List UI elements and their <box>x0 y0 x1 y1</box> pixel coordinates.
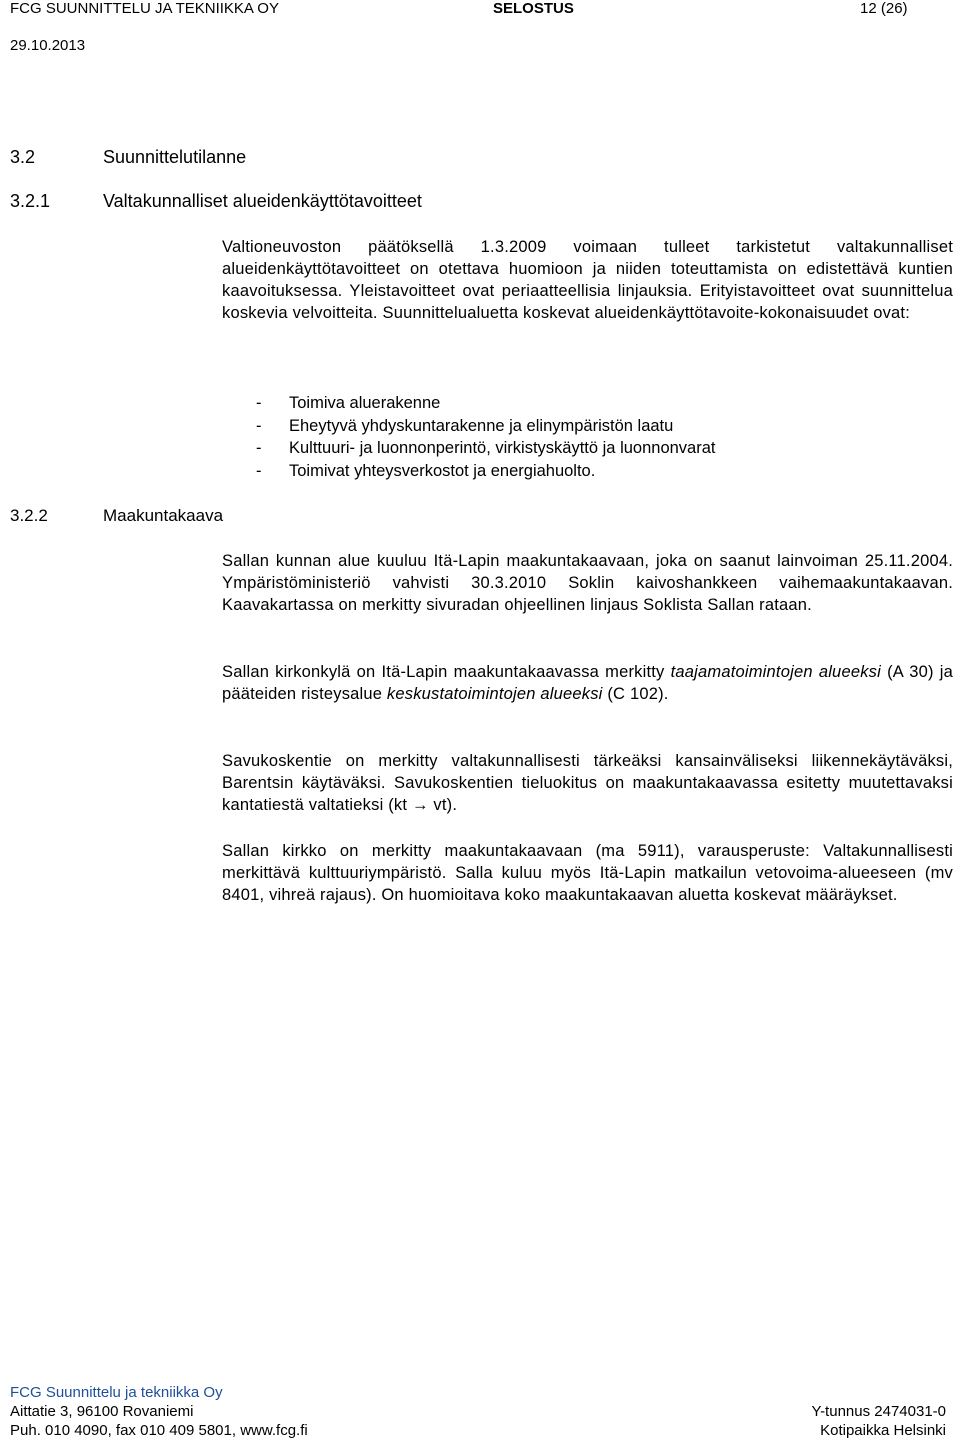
section-number: 3.2.2 <box>10 506 48 525</box>
section-3-2-2-heading <box>10 505 610 527</box>
list-item: - Kulttuuri- ja luonnonperintö, virkistyskäyttö ja luonnonvarat <box>256 439 716 457</box>
list-item: - Eheytyvä yhdyskuntarakenne ja elinympäristön laatu <box>256 416 674 435</box>
list-item: - Toimiva aluerakenne <box>256 394 441 412</box>
valtakunnalliset-paragraph: Valtioneuvoston päätöksellä 1.3.2009 voimaan tulleet tarkistetut valtakunnalliset alueidenkäyttötavoitteet on otettava huomioon ja niiden toteuttamista on edistettävä kuntien kaavoituksessa. Yleistavoitteet ovat periaatteellisia linjauksia. Erityistavoitteet ovat suunnittelua koskevia velvoitteita. Suunnittelualuetta koskevat alueidenkäyttötavoite-kokonaisuudet ovat: <box>222 238 953 322</box>
maakuntakaava-paragraph-1: Sallan kunnan alue kuuluu Itä-Lapin maakuntakaavaan, joka on saanut lainvoiman 25.11.2004. Ympäristöministeriö vahvisti 30.3.2010 Soklin kaivoshankkeen vaihemaakuntakaavan. Kaavakartassa on merkitty sivuradan ohjeellinen linjaus Soklista Sallan rataan. <box>222 552 953 614</box>
footer-right <box>811 1402 946 1440</box>
footer-domicile: Kotipaikka Helsinki <box>820 1422 946 1439</box>
header-page-number: 12 (26) <box>860 0 908 17</box>
list-item: - Toimivat yhteysverkostot ja energiahuolto. <box>256 461 596 480</box>
footer-business-id: Y-tunnus 2474031-0 <box>811 1403 946 1420</box>
section-3-2-heading <box>10 146 610 168</box>
section-title: Suunnittelutilanne <box>103 147 247 167</box>
emphasis: keskustatoimintojen alueeksi <box>386 685 603 703</box>
section-3-2-1-heading <box>10 190 610 212</box>
emphasis: taajamatoimintojen alueeksi <box>670 663 881 681</box>
alueidenkaytto-list <box>256 392 956 482</box>
section-title: Valtakunnalliset alueidenkäyttötavoitteet <box>103 191 422 211</box>
maakuntakaava-paragraph-4: Sallan kirkko on merkitty maakuntakaavaan (ma 5911), varausperuste: Valtakunnallisesti merkittävä kulttuuriympäristö. Salla kuluu myös Itä-Lapin matkailun vetovoima-alueeseen (mv 8401, vihreä rajaus). On huomioitava koko maakuntakaavan aluetta koskevat määräykset. <box>222 842 953 904</box>
footer-company: FCG Suunnittelu ja tekniikka Oy <box>10 1384 223 1401</box>
maakuntakaava-paragraph-2: Sallan kirkonkylä on Itä-Lapin maakuntakaavassa merkitty taajamatoimintojen alueeksi (A 30) ja pääteiden risteysalue keskustatoimintojen alueeksi (C 102). <box>222 663 953 703</box>
section-number: 3.2 <box>10 147 36 167</box>
maakuntakaava-paragraph-3: Savukoskentie on merkitty valtakunnallisesti tärkeäksi kansainväliseksi liikennekäytäväksi, Barentsin käytäväksi. Savukoskentien tieluokitus on maakuntakaavassa esitetty muutettavaksi kantatiestä valtatieksi (kt → vt). <box>222 752 953 814</box>
section-number: 3.2.1 <box>10 191 51 211</box>
header-document-type: SELOSTUS <box>493 0 574 17</box>
arrow-right-icon: → <box>411 796 429 814</box>
footer-contact: Puh. 010 4090, fax 010 409 5801, www.fcg.fi <box>10 1422 308 1439</box>
footer-left <box>10 1383 308 1440</box>
header-company: FCG SUUNNITTELU JA TEKNIIKKA OY <box>10 0 279 17</box>
header-date: 29.10.2013 <box>10 37 86 54</box>
footer-address: Aittatie 3, 96100 Rovaniemi <box>10 1403 194 1420</box>
section-title: Maakuntakaava <box>103 506 224 525</box>
